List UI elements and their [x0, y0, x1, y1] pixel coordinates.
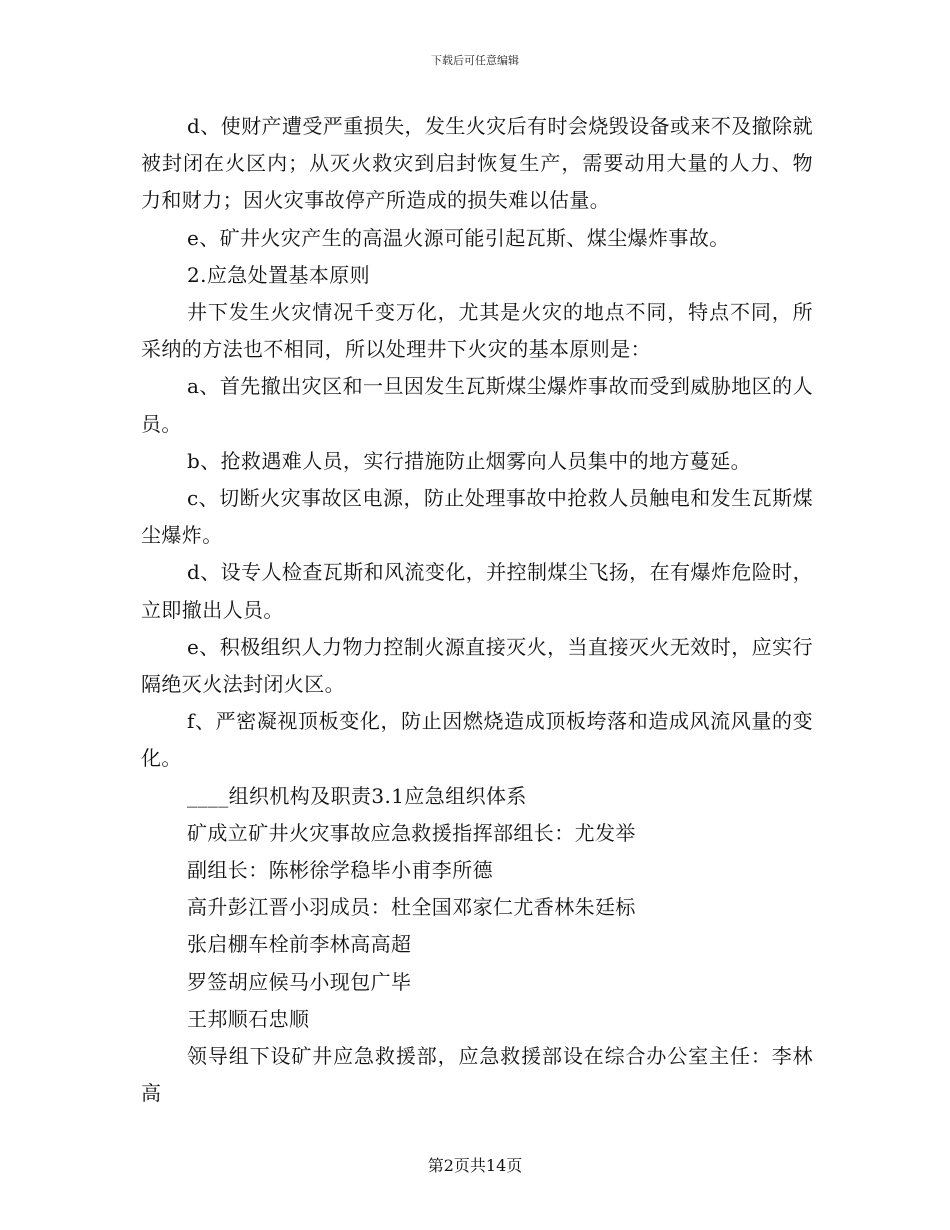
paragraph-principle-e: e、积极组织人力物力控制火源直接灭火，当直接灭火无效时，应实行隔绝灭火法封闭火区。 [141, 634, 813, 697]
paragraph-property-loss: d、使财产遭受严重损失，发生火灾后有时会烧毁设备或来不及撤除就被封闭在火区内；从灭火救灾到启封恢复生产，需要动用大量的人力、物力和财力；因火灾事故停产所造成的损失难以估量。 [141, 114, 813, 213]
paragraph-principle-c: c、切断火灾事故区电源，防止处理事故中抢救人员触电和发生瓦斯煤尘爆炸。 [141, 486, 813, 548]
paragraph-principles-intro: 井下发生火灾情况千变万化，尤其是火灾的地点不同，特点不同，所采纳的方法也不相同，所以处理井下火灾的基本原则是： [141, 300, 813, 362]
paragraph-members: 高升彭江晋小羽成员：杜全国邓家仁尤香林朱廷标 [187, 895, 636, 920]
paragraph-principle-b: b、抢救遇难人员，实行措施防止烟雾向人员集中的地方蔓延。 [187, 448, 752, 473]
paragraph-principle-f: f、严密凝视顶板变化，防止因燃烧造成顶板垮落和造成风流风量的变化。 [141, 709, 813, 771]
page-number-footer: 第2页共14页 [427, 1156, 523, 1175]
paragraph-members-3: 罗签胡应候马小现包广毕 [187, 969, 412, 994]
section-heading-principles: 2.应急处置基本原则 [187, 262, 371, 287]
paragraph-principle-d: d、设专人检查瓦斯和风流变化，并控制煤尘飞扬，在有爆炸危险时，立即撤出人员。 [141, 560, 813, 622]
paragraph-principle-a: a、首先撤出灾区和一旦因发生瓦斯煤尘爆炸事故而受到威胁地区的人员。 [141, 374, 813, 436]
paragraph-members-4: 王邦顺石忠顺 [187, 1006, 310, 1031]
document-body [141, 108, 813, 1112]
paragraph-gas-explosion: e、矿井火灾产生的高温火源可能引起瓦斯、煤尘爆炸事故。 [187, 225, 730, 250]
paragraph-rescue-department: 领导组下设矿井应急救援部，应急救援部设在综合办公室主任：李林高 [141, 1044, 813, 1106]
page-header-note: 下载后可任意编辑 [431, 54, 519, 67]
paragraph-command-leader: 矿成立矿井火灾事故应急救援指挥部组长：尤发举 [187, 820, 636, 845]
section-heading-organization: ____组织机构及职责3.1应急组织体系 [187, 783, 527, 808]
paragraph-deputy-leaders: 副组长：陈彬徐学稳毕小甫李所德 [187, 858, 493, 883]
paragraph-members-2: 张启棚车栓前李林高高超 [187, 932, 412, 957]
